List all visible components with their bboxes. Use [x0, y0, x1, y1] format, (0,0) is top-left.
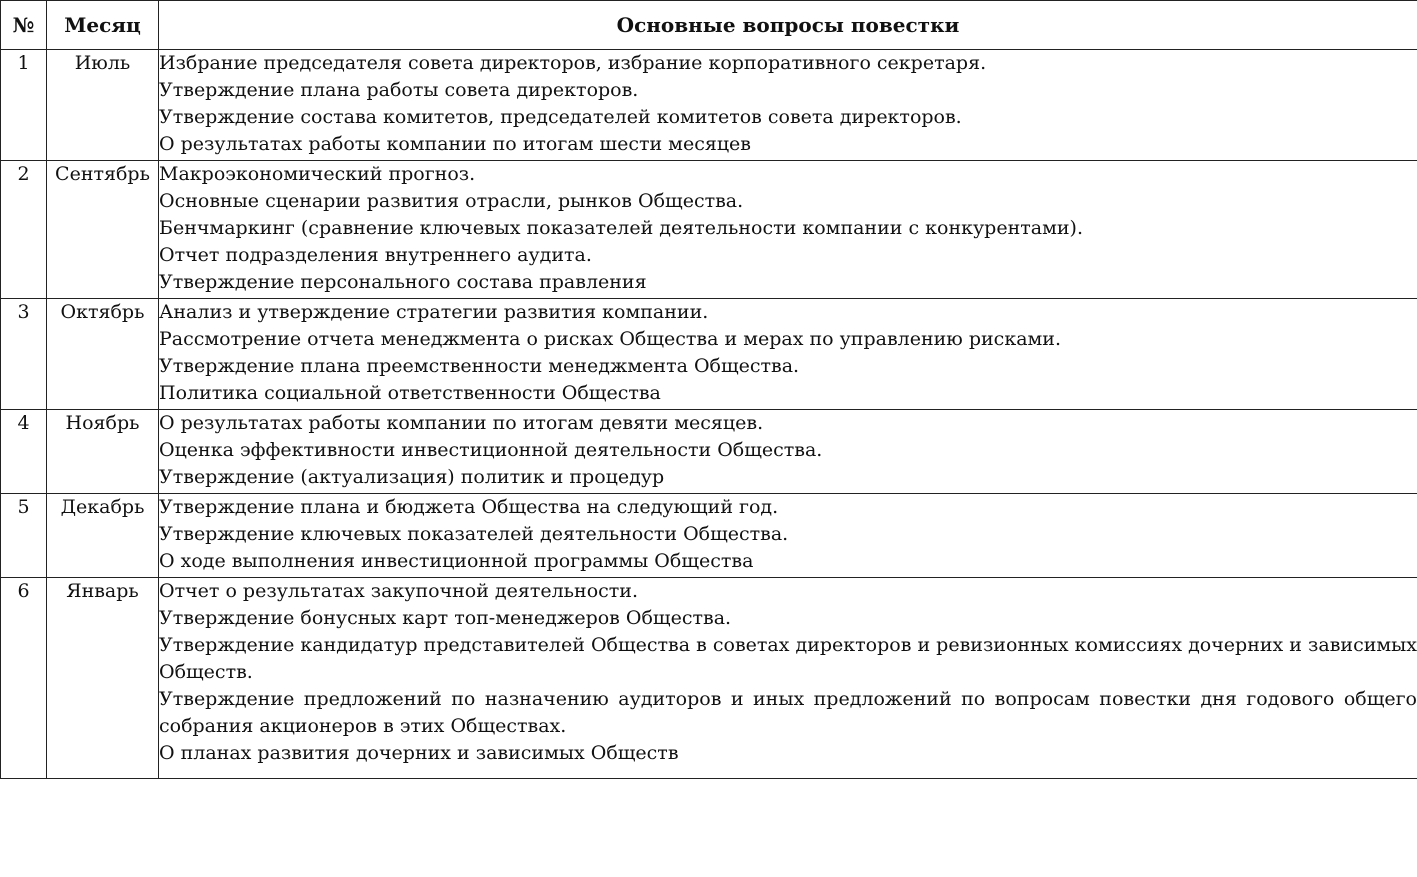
agenda-item: Утверждение (актуализация) политик и процедур — [159, 466, 665, 488]
agenda-item: Утверждение плана преемственности менеджмента Общества. — [159, 355, 800, 377]
agenda-item: О планах развития дочерних и зависимых Обществ — [159, 742, 679, 764]
agenda-item: Бенчмаркинг (сравнение ключевых показателей деятельности компании с конкурентами). — [159, 217, 1083, 239]
agenda-item: О результатах работы компании по итогам девяти месяцев. — [159, 412, 764, 434]
agenda-item: Отчет подразделения внутреннего аудита. — [159, 244, 592, 266]
header-num: № — [1, 1, 47, 50]
header-month: Месяц — [47, 1, 159, 50]
row-items — [159, 161, 1417, 299]
agenda-item: Макроэкономический прогноз. — [159, 163, 476, 185]
row-items — [159, 50, 1417, 161]
agenda-item: Утверждение персонального состава правления — [159, 271, 647, 293]
agenda-item: Утверждение состава комитетов, председателей комитетов совета директоров. — [159, 106, 962, 128]
row-month: Ноябрь — [47, 410, 159, 494]
agenda-item: Утверждение плана и бюджета Общества на следующий год. — [159, 496, 779, 518]
row-num: 5 — [1, 494, 47, 578]
row-num: 3 — [1, 299, 47, 410]
agenda-item: Оценка эффективности инвестиционной деятельности Общества. — [159, 439, 823, 461]
agenda-item: Утверждение ключевых показателей деятельности Общества. — [159, 523, 789, 545]
agenda-item: Утверждение бонусных карт топ-менеджеров Общества. — [159, 607, 732, 629]
row-num: 6 — [1, 578, 47, 779]
row-num: 1 — [1, 50, 47, 161]
row-items — [159, 494, 1417, 578]
agenda-item: Утверждение плана работы совета директоров. — [159, 79, 639, 101]
row-month: Декабрь — [47, 494, 159, 578]
agenda-item: О результатах работы компании по итогам шести месяцев — [159, 133, 751, 155]
row-items — [159, 578, 1417, 779]
row-month: Октябрь — [47, 299, 159, 410]
agenda-item: Анализ и утверждение стратегии развития компании. — [159, 301, 709, 323]
agenda-item: Избрание председателя совета директоров, избрание корпоративного секретаря. — [159, 52, 987, 74]
agenda-item: Рассмотрение отчета менеджмента о рисках Общества и мерах по управлению рисками. — [159, 328, 1062, 350]
agenda-item: Отчет о результатах закупочной деятельности. — [159, 580, 638, 602]
table-header-row — [1, 1, 1417, 50]
row-month: Июль — [47, 50, 159, 161]
table-row — [1, 578, 1417, 779]
agenda-item: О ходе выполнения инвестиционной программы Общества — [159, 550, 754, 572]
row-items — [159, 410, 1417, 494]
agenda-item: Утверждение кандидатур представителей Общества в советах директоров и ревизионных комиссиях дочерних и зависимых Обществ. — [159, 634, 1417, 683]
row-month: Сентябрь — [47, 161, 159, 299]
header-items: Основные вопросы повестки — [159, 1, 1417, 50]
table-row — [1, 494, 1417, 578]
row-items — [159, 299, 1417, 410]
agenda-item: Основные сценарии развития отрасли, рынков Общества. — [159, 190, 744, 212]
row-num: 4 — [1, 410, 47, 494]
table-row — [1, 161, 1417, 299]
row-month: Январь — [47, 578, 159, 779]
table-row — [1, 299, 1417, 410]
agenda-item: Политика социальной ответственности Общества — [159, 382, 661, 404]
row-num: 2 — [1, 161, 47, 299]
table-row — [1, 50, 1417, 161]
agenda-item: Утверждение предложений по назначению аудиторов и иных предложений по вопросам повестки дня годового общего собрания акционеров в этих Обществах. — [159, 688, 1417, 737]
table-row — [1, 410, 1417, 494]
